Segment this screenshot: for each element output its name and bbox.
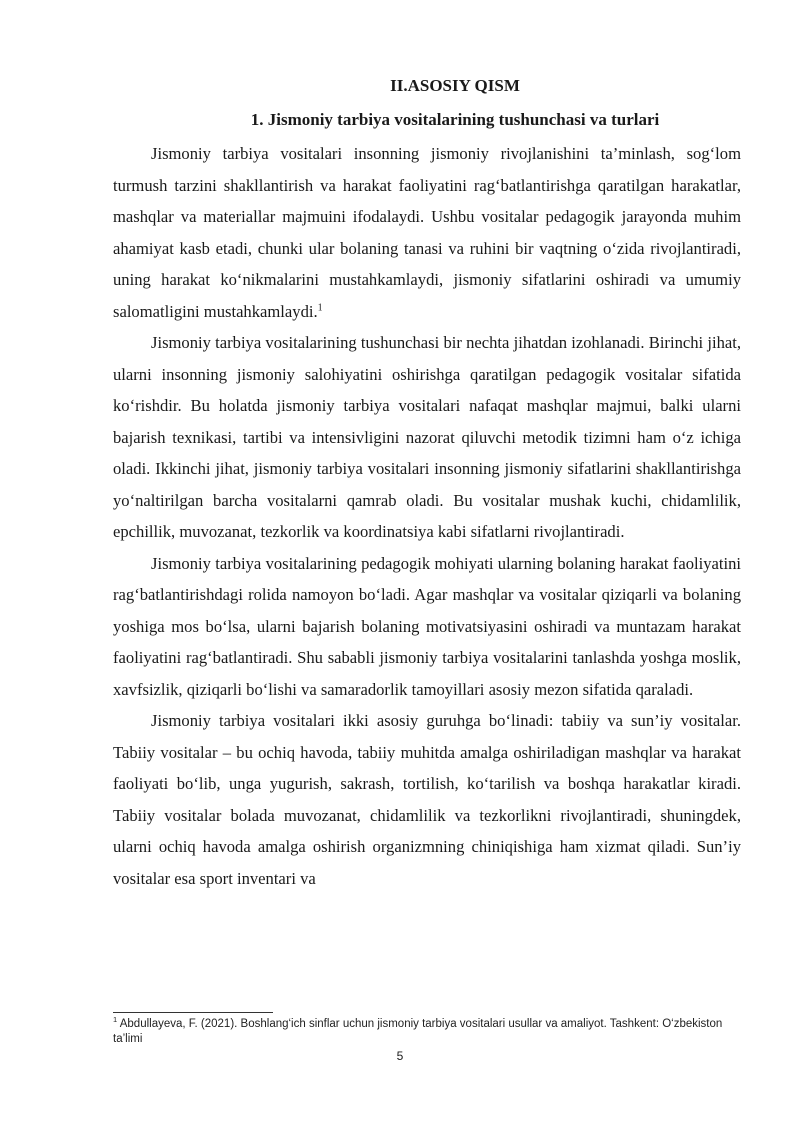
subsection-title: 1. Jismoniy tarbiya vositalarining tushunchasi va turlari	[250, 110, 660, 129]
footnote-text: Abdullayeva, F. (2021). Boshlang‘ich sinflar uchun jismoniy tarbiya vositalari usullar va amaliyot. Tashkent: O‘zbekiston ta’limi	[113, 1018, 723, 1045]
footnote-reference[interactable]: 1	[317, 301, 323, 313]
section-title: II.ASOSIY QISM	[390, 76, 520, 95]
footnote	[113, 1017, 741, 1047]
page-number: 5	[396, 1049, 404, 1063]
paragraph: Jismoniy tarbiya vositalari insonning jismoniy rivojlanishini ta’minlash, sog‘lom turmush tarzini shakllantirish va harakat faoliyatini rag‘batlantirishga qaratilgan harakatlar, mashqlar va materiallar majmuini ifodalaydi. Ushbu vositalar pedagogik jarayonda muhim ahamiyat kasb etadi, chunki ular bolaning tanasi va ruhini bir vaqtning o‘zida rivojlantiradi, uning harakat ko‘nikmalarini mustahkamlaydi, jismoniy sifatlarini oshiradi va umumiy salomatligini mustahkamlaydi.$^1$	[113, 144, 741, 321]
paragraph: Jismoniy tarbiya vositalari ikki asosiy guruhga bo‘linadi: tabiiy va sun’iy vositalar. Tabiiy vositalar – bu ochiq havoda, tabiiy muhitda amalga oshiriladigan mashqlar va harakat faoliyati bo‘lib, unga yugurish, sakrash, tortilish, ko‘tarilish va boshqa harakatlar kiradi. Tabiiy vositalar bolada muvozanat, chidamlilik va tezkorlikni rivojlantiradi, shuningdek, ularni ochiq havoda amalga oshirish organizmning chiniqishiga ham xizmat qiladi. Sun’iy vositalar esa sport inventari va	[113, 711, 741, 888]
paragraph: Jismoniy tarbiya vositalarining pedagogik mohiyati ularning bolaning harakat faoliyatini rag‘batlantirishdagi rolida namoyon bo‘ladi. Agar mashqlar va vositalar qiziqarli va bolaning yoshiga mos bo‘lsa, ularni bajarish bolaning motivatsiyasini oshiradi va muntazam harakat faoliyatini rag‘batlantiradi. Shu sababli jismoniy tarbiya vositalarini tanlashda yoshga moslik, xavfsizlik, qiziqarli bo‘lishi va samaradorlik tamoyillari asosiy mezon sifatida qaraladi.	[113, 553, 741, 699]
footnote-marker: 1	[113, 1015, 118, 1025]
paragraph: Jismoniy tarbiya vositalarining tushunchasi bir nechta jihatdan izohlanadi. Birinchi jihat, ularni insonning jismoniy salohiyatini oshirishga qaratilgan pedagogik vositalar sifatida ko‘rishdir. Bu holatda jismoniy tarbiya vositalari nafaqat mashqlar majmui, balki ularni bajarish texnikasi, tartibi va intensivligini nazorat qiluvchi metodik tizimni ham o‘z ichiga oladi. Ikkinchi jihat, jismoniy tarbiya vositalari insonning jismoniy sifatlarini shakllantirishga yo‘naltirilgan barcha vositalarni qamrab oladi. Bu vositalar mushak kuchi, chidamlilik, epchillik, muvozanat, tezkorlik va koordinatsiya kabi sifatlarni rivojlantiradi.	[113, 333, 741, 541]
footnote-divider	[113, 1012, 273, 1013]
body-text	[113, 138, 741, 894]
